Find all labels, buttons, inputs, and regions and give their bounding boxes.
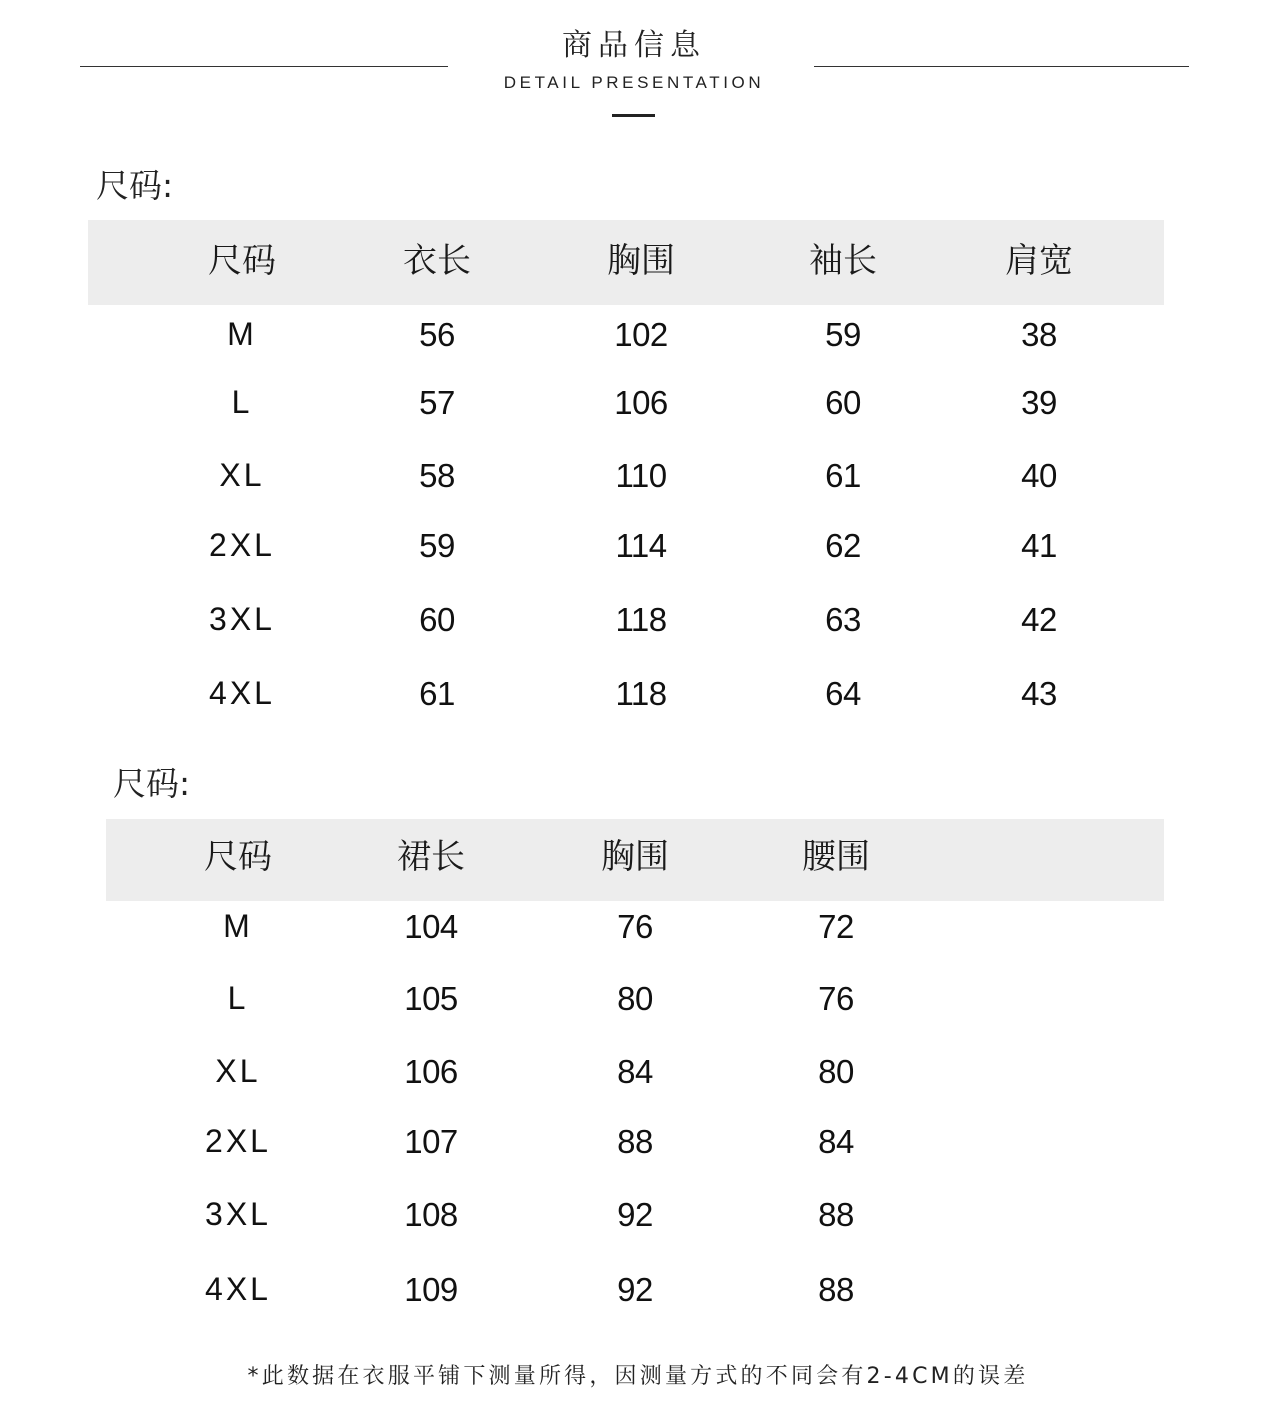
skirt-table-cell: 76 bbox=[818, 980, 854, 1017]
skirt-table-cell: 107 bbox=[404, 1123, 458, 1160]
skirt-row-size: L bbox=[227, 980, 249, 1016]
tops-column-header: 胸围 bbox=[607, 241, 675, 281]
skirt-table-cell: 88 bbox=[818, 1271, 854, 1308]
skirt-table-cell: 92 bbox=[617, 1271, 653, 1308]
tops-table-cell: 102 bbox=[614, 316, 668, 353]
header-divider-right bbox=[814, 66, 1189, 67]
page-subtitle: DETAIL PRESENTATION bbox=[503, 73, 765, 92]
tops-table-cell: 61 bbox=[419, 675, 455, 712]
tops-table-cell: 62 bbox=[825, 527, 861, 564]
tops-row-size: 2XL bbox=[209, 527, 275, 563]
skirt-column-header: 腰围 bbox=[802, 837, 870, 877]
skirt-column-header: 裙长 bbox=[397, 837, 465, 877]
tops-row-size: M bbox=[227, 316, 257, 352]
tops-table-cell: 61 bbox=[825, 457, 861, 494]
skirt-table-cell: 84 bbox=[818, 1123, 854, 1160]
tops-row-size: 4XL bbox=[209, 675, 275, 711]
skirt-column-header: 尺码 bbox=[204, 837, 272, 877]
tops-table-cell: 43 bbox=[1021, 675, 1057, 712]
tops-row-size: 3XL bbox=[209, 601, 275, 637]
tops-table-cell: 56 bbox=[419, 316, 455, 353]
header-accent-dash bbox=[612, 114, 655, 117]
header-divider-left bbox=[80, 66, 448, 67]
skirt-table-cell: 76 bbox=[617, 908, 653, 945]
skirt-table-cell: 109 bbox=[404, 1271, 458, 1308]
tops-table-cell: 57 bbox=[419, 384, 455, 421]
skirt-section-label: 尺码: bbox=[113, 764, 191, 803]
tops-row-size: L bbox=[231, 384, 253, 420]
tops-table-cell: 59 bbox=[825, 316, 861, 353]
skirt-table-cell: 106 bbox=[404, 1053, 458, 1090]
tops-table-cell: 38 bbox=[1021, 316, 1057, 353]
skirt-table-cell: 88 bbox=[818, 1196, 854, 1233]
tops-table-cell: 60 bbox=[419, 601, 455, 638]
tops-table-cell: 118 bbox=[615, 675, 667, 712]
skirt-table-cell: 104 bbox=[404, 908, 458, 945]
tops-section-label: 尺码: bbox=[96, 166, 174, 205]
tops-table-cell: 63 bbox=[825, 601, 861, 638]
skirt-row-size: XL bbox=[215, 1053, 261, 1089]
skirt-row-size: M bbox=[223, 908, 253, 944]
tops-table-cell: 40 bbox=[1021, 457, 1057, 494]
measurement-footnote: *此数据在衣服平铺下测量所得，因测量方式的不同会有2-4CM的误差 bbox=[247, 1364, 1029, 1389]
tops-column-header: 肩宽 bbox=[1005, 241, 1073, 281]
tops-table-cell: 110 bbox=[615, 457, 667, 494]
skirt-table-cell: 88 bbox=[617, 1123, 653, 1160]
tops-column-header: 袖长 bbox=[809, 241, 877, 281]
tops-table-cell: 106 bbox=[614, 384, 668, 421]
skirt-table-cell: 72 bbox=[818, 908, 854, 945]
skirt-table-cell: 80 bbox=[617, 980, 653, 1017]
tops-table-cell: 118 bbox=[615, 601, 667, 638]
tops-table-cell: 59 bbox=[419, 527, 455, 564]
tops-table-cell: 39 bbox=[1021, 384, 1057, 421]
skirt-table-cell: 84 bbox=[617, 1053, 653, 1090]
tops-table-cell: 64 bbox=[825, 675, 861, 712]
tops-table-cell: 58 bbox=[419, 457, 455, 494]
tops-column-header: 衣长 bbox=[403, 241, 471, 281]
tops-table-cell: 42 bbox=[1021, 601, 1057, 638]
tops-column-header: 尺码 bbox=[208, 241, 276, 281]
skirt-table-cell: 108 bbox=[404, 1196, 458, 1233]
skirt-row-size: 4XL bbox=[205, 1271, 271, 1307]
skirt-row-size: 2XL bbox=[205, 1123, 271, 1159]
tops-row-size: XL bbox=[219, 457, 265, 493]
tops-table-cell: 41 bbox=[1021, 527, 1057, 564]
skirt-table-cell: 80 bbox=[818, 1053, 854, 1090]
tops-table-cell: 60 bbox=[825, 384, 861, 421]
skirt-row-size: 3XL bbox=[205, 1196, 271, 1232]
skirt-table-cell: 92 bbox=[617, 1196, 653, 1233]
skirt-column-header: 胸围 bbox=[601, 837, 669, 877]
skirt-table-cell: 105 bbox=[404, 980, 458, 1017]
page-title: 商品信息 bbox=[562, 28, 706, 63]
tops-table-cell: 114 bbox=[615, 527, 667, 564]
